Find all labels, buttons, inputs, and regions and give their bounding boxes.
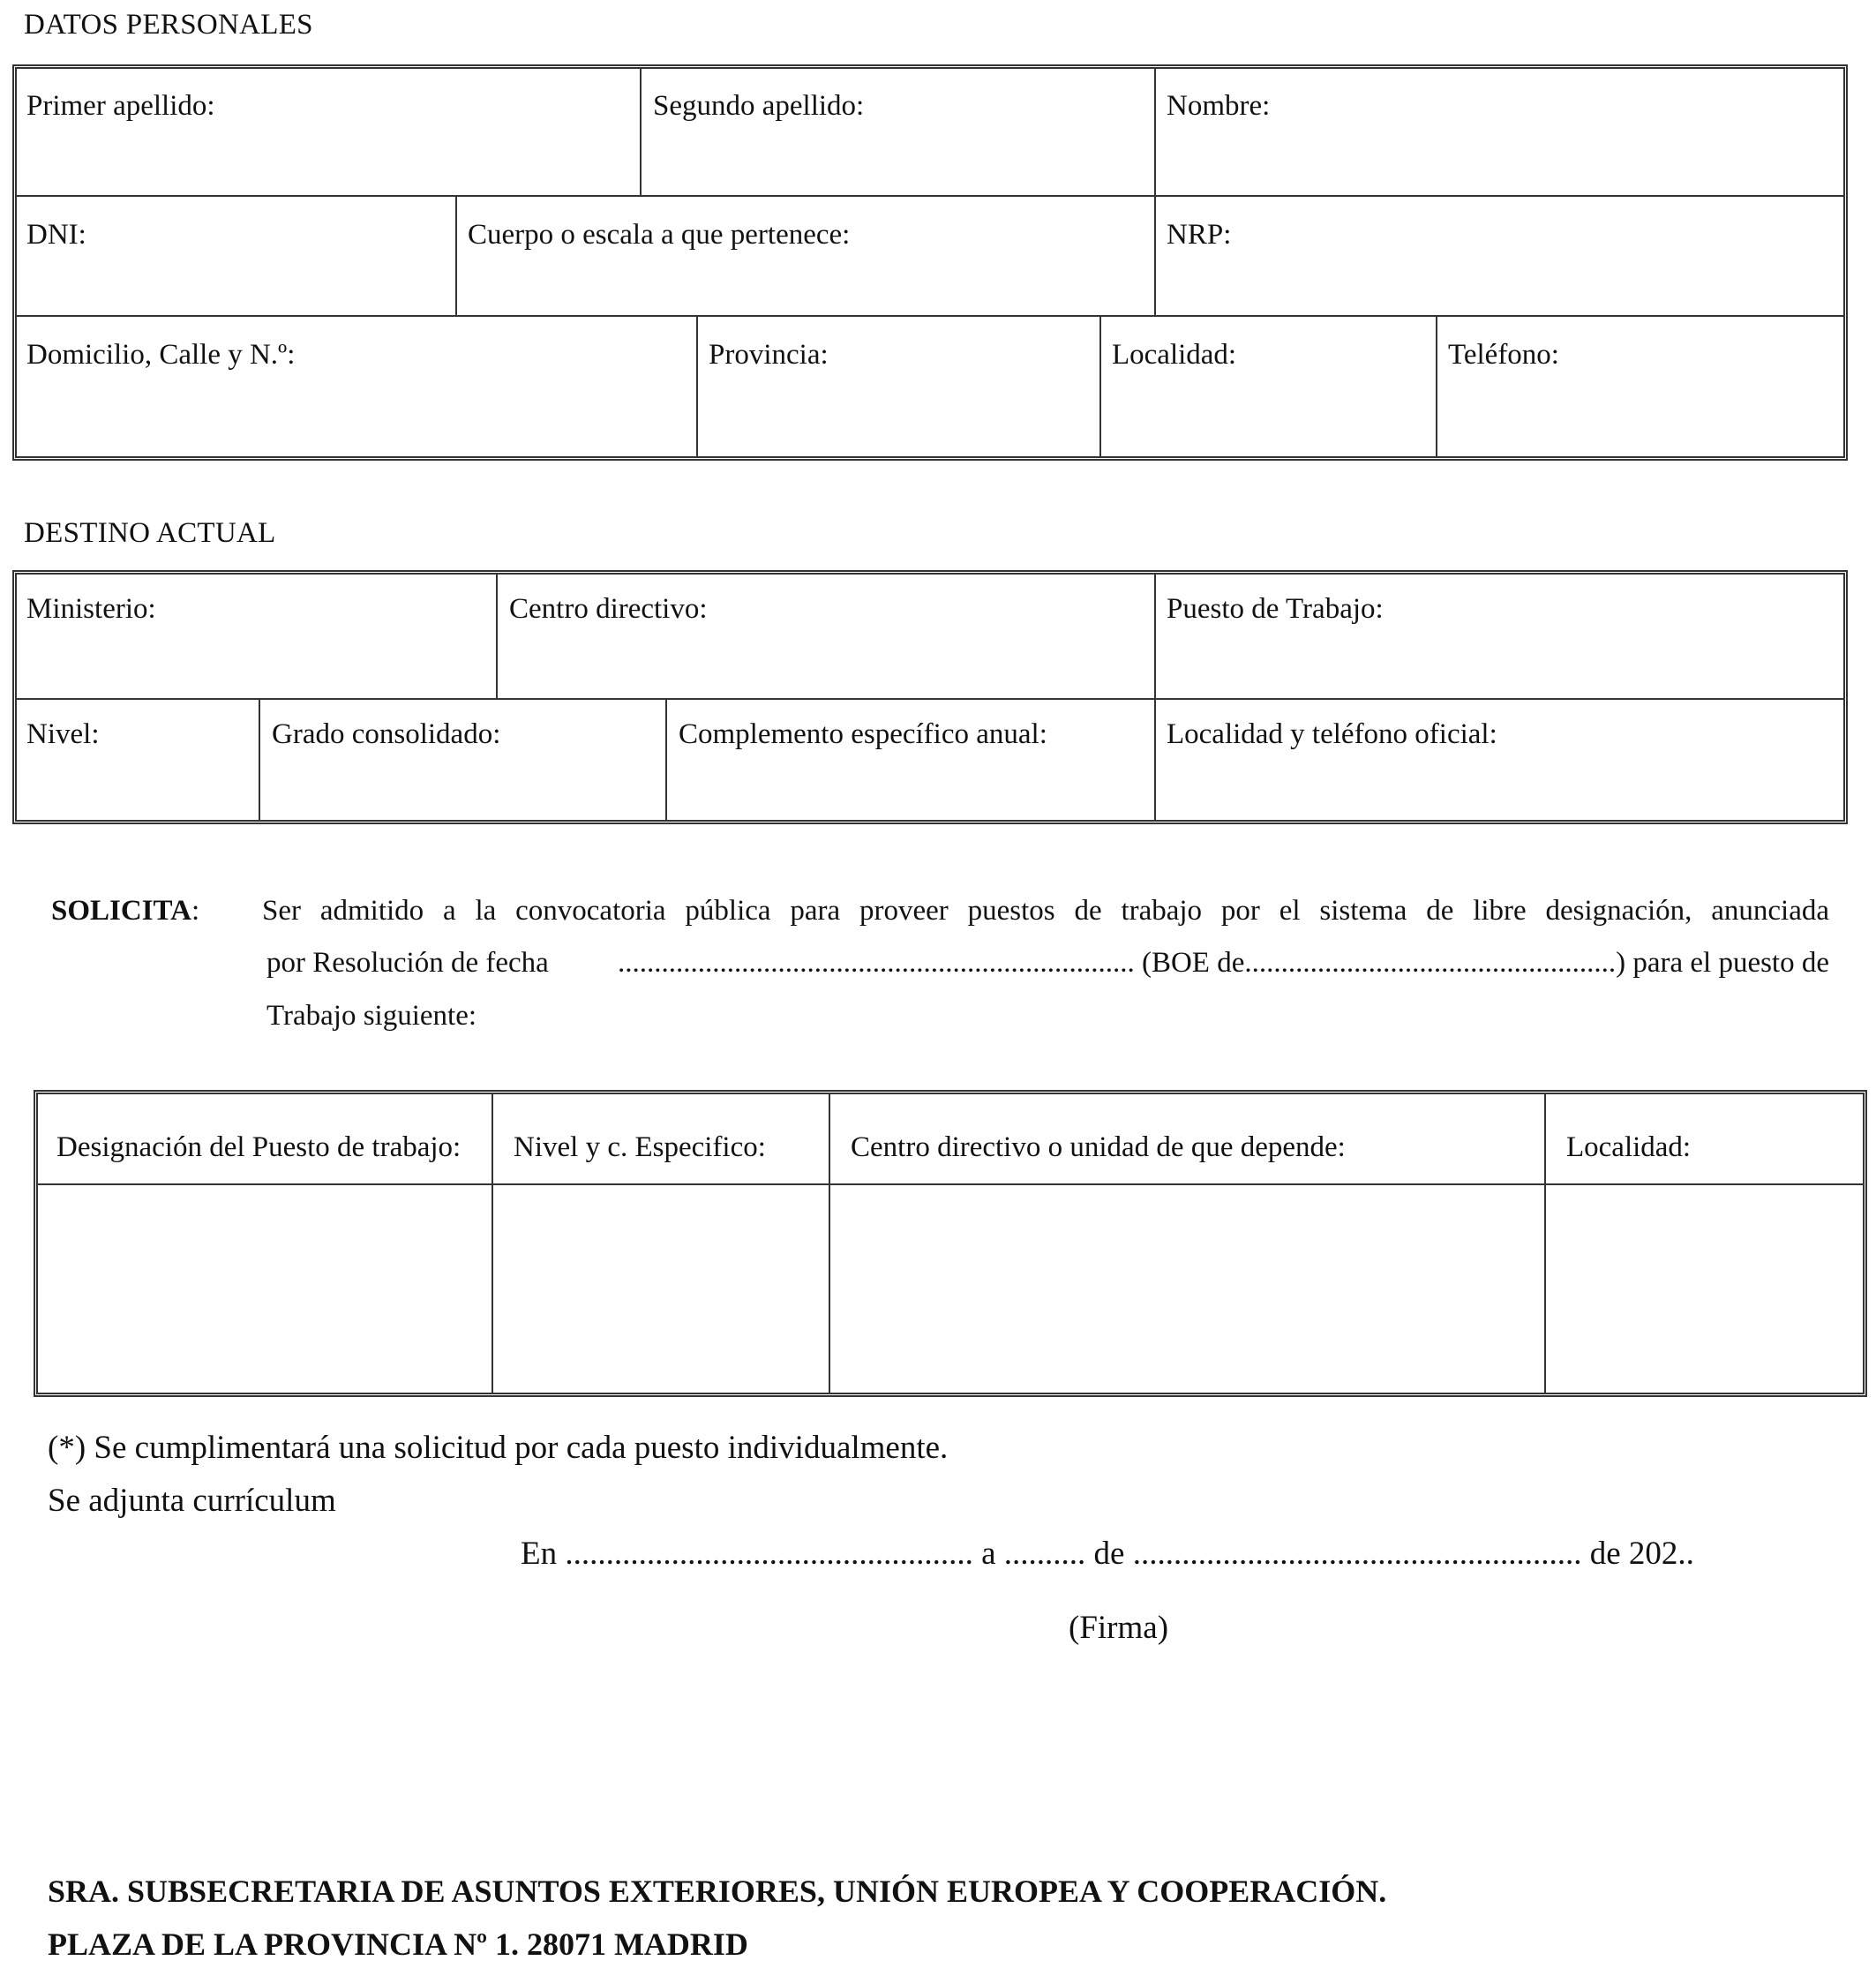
- ministerio-field[interactable]: Ministerio:: [26, 593, 156, 625]
- header-designacion-puesto: Designación del Puesto de trabajo:: [56, 1131, 461, 1163]
- note-una-solicitud: (*) Se cumplimentará una solicitud por cada puesto individualmente.: [48, 1430, 949, 1466]
- header-localidad: Localidad:: [1566, 1131, 1692, 1163]
- section-title-datos-personales: DATOS PERSONALES: [24, 9, 313, 41]
- nombre-field[interactable]: Nombre:: [1167, 90, 1271, 122]
- nrp-field[interactable]: NRP:: [1167, 219, 1232, 251]
- solicita-label: SOLICITA:: [51, 895, 200, 927]
- centro-directivo-unidad-input[interactable]: [831, 1187, 1543, 1392]
- header-centro-directivo-unidad: Centro directivo o unidad de que depende:: [851, 1131, 1346, 1163]
- header-nivel-especifico: Nivel y c. Especifico:: [514, 1131, 766, 1163]
- telefono-field[interactable]: Teléfono:: [1448, 339, 1559, 371]
- destino-actual-table: [12, 570, 1848, 824]
- solicita-text-line2: ....................................................................... (BOE de...................................................) para el puesto de: [617, 947, 1829, 979]
- nivel-field[interactable]: Nivel:: [26, 718, 100, 750]
- date-place-line[interactable]: En .................................................. a .......... de ....................................................... de 202..: [521, 1536, 1694, 1572]
- section-title-destino-actual: DESTINO ACTUAL: [24, 517, 276, 549]
- solicita-text-line3: Trabajo siguiente:: [266, 1000, 477, 1032]
- resolucion-fecha-label: por Resolución de fecha: [266, 947, 549, 979]
- puesto-trabajo-field[interactable]: Puesto de Trabajo:: [1167, 593, 1384, 625]
- firma-label: (Firma): [1069, 1610, 1169, 1646]
- cuerpo-escala-field[interactable]: Cuerpo o escala a que pertenece:: [468, 219, 851, 251]
- dni-field[interactable]: DNI:: [26, 219, 86, 251]
- designacion-puesto-input[interactable]: [39, 1187, 491, 1392]
- addressee-line: SRA. SUBSECRETARIA DE ASUNTOS EXTERIORES, UNIÓN EUROPEA Y COOPERACIÓN.: [48, 1874, 1387, 1909]
- localidad-field[interactable]: Localidad:: [1112, 339, 1237, 371]
- nivel-especifico-input[interactable]: [494, 1187, 828, 1392]
- primer-apellido-field[interactable]: Primer apellido:: [26, 90, 215, 122]
- datos-personales-table: [12, 64, 1848, 461]
- localidad-input[interactable]: [1547, 1187, 1862, 1392]
- provincia-field[interactable]: Provincia:: [709, 339, 829, 371]
- domicilio-field[interactable]: Domicilio, Calle y N.º:: [26, 339, 296, 371]
- address-line: PLAZA DE LA PROVINCIA Nº 1. 28071 MADRID: [48, 1927, 748, 1962]
- solicita-text-line1: Ser admitido a la convocatoria pública para proveer puestos de trabajo por el sistema de libre designación, anunciada: [262, 895, 1829, 927]
- grado-consolidado-field[interactable]: Grado consolidado:: [272, 718, 501, 750]
- complemento-especifico-field[interactable]: Complemento específico anual:: [679, 718, 1047, 750]
- note-curriculum: Se adjunta currículum: [48, 1483, 336, 1519]
- centro-directivo-field[interactable]: Centro directivo:: [509, 593, 708, 625]
- segundo-apellido-field[interactable]: Segundo apellido:: [653, 90, 865, 122]
- localidad-telefono-oficial-field[interactable]: Localidad y teléfono oficial:: [1167, 718, 1497, 750]
